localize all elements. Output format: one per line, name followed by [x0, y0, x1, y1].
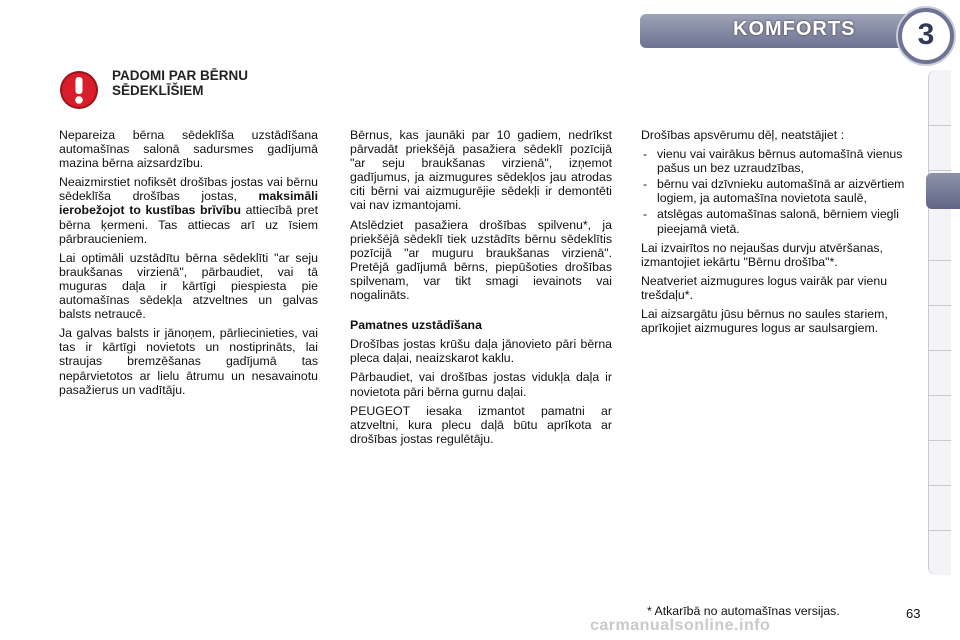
side-tab-active[interactable]	[926, 173, 960, 209]
bullet-list	[641, 147, 905, 236]
paragraph	[59, 175, 318, 245]
paragraph: Pārbaudiet, vai drošības jostas vidukļa daļa ir novietota pāri bērna gurnu daļai.	[350, 370, 612, 399]
text-column-1	[59, 128, 318, 402]
subheading: Pamatnes uzstādīšana	[350, 318, 482, 333]
section-title-line: SĒDEKLĪŠIEM	[112, 83, 204, 98]
chapter-badge	[898, 8, 954, 64]
side-tab-strip	[928, 70, 951, 575]
text-run: attiecībā pret bērna ķermeni. Tas attiecas arī uz īsiem pārbraucieniem.	[59, 203, 319, 246]
side-tab[interactable]	[929, 170, 951, 171]
side-tab[interactable]	[929, 485, 951, 486]
side-tab[interactable]	[929, 530, 951, 531]
page-number: 63	[906, 606, 921, 621]
paragraph: Bērnus, kas jaunāki par 10 gadiem, nedrīkst pārvadāt priekšējā pasažiera sēdeklī pozīcijā "ar seju braukšanas virzienā", izņemot gadījumus, ja aizmugures sēdekļos jau atrodas citi bērni vai aizmugurējie sēdekļi ir demontēti vai nav izmantojami.	[350, 128, 612, 213]
paragraph: Lai izvairītos no nejaušas durvju atvēršanas, izmantojiet iekārtu "Bērnu drošība"*.	[641, 240, 883, 269]
side-tab[interactable]	[929, 125, 951, 126]
chapter-title: KOMFORTS	[733, 18, 856, 40]
paragraph: Atslēdziet pasažiera drošības spilvenu*, ja priekšējā sēdeklī tiek uzstādīts bērnu sēdeklītis pozīcijā "ar muguru braukšanas virzienā". Pretējā gadījumā bērns, piepūšoties drošības spilvenam, var tikt smagi ievainots vai nogalināts.	[350, 217, 612, 303]
paragraph: Nepareiza bērna sēdeklīša uzstādīšana automašīnas salonā sadursmes gadījumā mazina bērna aizsardzību.	[59, 128, 318, 171]
paragraph: PEUGEOT iesaka izmantot pamatni ar atzveltni, kura plecu daļā būtu aprīkota ar drošības jostas regulētāju.	[350, 403, 612, 446]
text-column-3	[641, 128, 905, 340]
list-item: - atslēgas automašīnas salonā, bērniem viegli pieejamā vietā.	[643, 207, 899, 236]
paragraph: Lai aizsargātu jūsu bērnus no saules stariem, aprīkojiet aizmugures logus ar saulsargiem.	[641, 307, 888, 336]
side-tab[interactable]	[929, 440, 951, 441]
paragraph: Ja galvas balsts ir jānoņem, pārliecinieties, vai tas ir kārtīgi novietots un nostiprināts, lai straujas bremzēšanas gadījumā tas nepārvietotos ar lielu ātrumu un nesavainotu pasažierus un vadītāju.	[59, 326, 318, 397]
list-item-text: atslēgas automašīnas salonā, bērniem viegli pieejamā vietā.	[657, 207, 899, 236]
side-tab[interactable]	[929, 260, 951, 261]
watermark: carmanualsonline.info	[590, 617, 771, 634]
side-tab[interactable]	[929, 305, 951, 306]
text-column-2	[350, 128, 612, 451]
list-item: - bērnu vai dzīvnieku automašīnā ar aizvērtiem logiem, ja automašīna novietota saulē,	[643, 177, 905, 206]
footnote: * Atkarībā no automašīnas versijas.	[647, 604, 840, 618]
list-item-text: bērnu vai dzīvnieku automašīnā ar aizvērtiem logiem, ja automašīna novietota saulē,	[657, 177, 905, 206]
chapter-number: 3	[917, 18, 935, 51]
bold-emphasis: maksimāli ierobežojot to kustības brīvību	[59, 189, 318, 218]
paragraph: Neatveriet aizmugures logus vairāk par vienu trešdaļu*.	[641, 273, 888, 302]
exclamation-warning-icon	[59, 70, 99, 110]
list-item: - vienu vai vairākus bērnus automašīnā vienus pašus un bez uzraudzības,	[643, 147, 903, 176]
section-title	[112, 68, 248, 98]
side-tab[interactable]	[929, 350, 951, 351]
paragraph: Drošības apsvērumu dēļ, neatstājiet :	[641, 128, 845, 142]
text-run: Neaizmirstiet nofiksēt drošības jostas vai bērnu sēdeklīša drošības jostas,	[59, 175, 318, 204]
section-title-line: PADOMI PAR BĒRNU	[112, 68, 249, 83]
paragraph: Drošības jostas krūšu daļa jānovieto pāri bērna pleca daļai, neaizskarot kaklu.	[350, 337, 612, 366]
list-item-text: vienu vai vairākus bērnus automašīnā vienus pašus un bez uzraudzības,	[657, 147, 903, 176]
paragraph: Lai optimāli uzstādītu bērna sēdeklīti "ar seju braukšanas virzienā", pārbaudiet, vai tā muguras daļa ir kārtīgi piespiesta pie automašīnas sēdekļa atzveltnes un galvas balsts netraucē.	[59, 250, 318, 322]
side-tab[interactable]	[929, 395, 951, 396]
